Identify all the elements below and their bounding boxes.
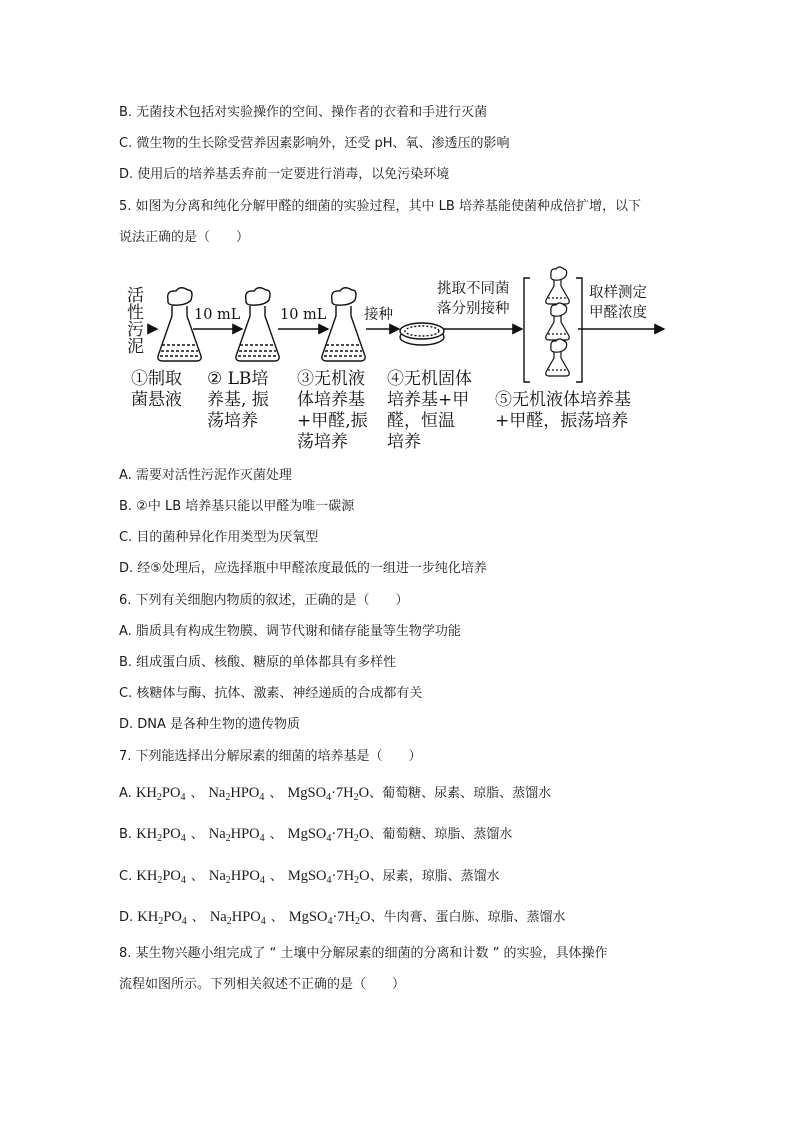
q4-option-b: B. 无菌技术包括对实验操作的空间、操作者的衣着和手进行灭菌	[119, 105, 488, 120]
arrow3-label: 接种	[364, 307, 393, 323]
chem-formula: $MgSO_4\cdot 7H_2O$	[287, 826, 370, 844]
step5-caption	[495, 390, 631, 432]
step1-line2: 菌悬液	[131, 390, 182, 410]
q4-option-c: C. 微生物的生长除受营养因素影响外，还受 pH、氧、渗透压的影响	[119, 136, 510, 151]
arrow5-label-line1: 取样测定	[589, 285, 647, 301]
q7-option-d	[119, 907, 566, 928]
option-rest: 、尿素，琼脂、蒸馏水	[369, 869, 500, 884]
right-bracket	[576, 278, 582, 382]
step5-line2: +甲醛，振荡培养	[495, 411, 629, 431]
salt-formulas: $KH_2PO_4$ 、 $Na_2HPO_4$ 、 $MgSO_4\cdot 7H_2O$	[135, 785, 370, 803]
chem-formula: $Na_2HPO_4$	[208, 785, 265, 803]
q6-option-b: B. 组成蛋白质、核酸、糖原的单体都具有多样性	[119, 655, 397, 670]
step5-line1: ⑤无机液体培养基	[495, 390, 631, 410]
step2-caption	[207, 369, 269, 432]
chem-formula: $KH_2PO_4$	[135, 785, 186, 803]
q5-option-d: D. 经⑤处理后，应选择瓶中甲醛浓度最低的一组进一步纯化培养	[119, 561, 487, 576]
option-letter: C.	[119, 869, 133, 884]
small-flask-middle	[546, 303, 569, 340]
step4-line1: ④无机固体	[387, 369, 472, 389]
q5-option-b: B. ②中 LB 培养基只能以甲醛为唯一碳源	[119, 499, 355, 514]
chem-formula: $KH_2PO_4$	[137, 909, 187, 927]
step4-caption	[387, 369, 472, 453]
q5-figure	[0, 0, 794, 470]
source-label: 活性污泥	[127, 286, 144, 357]
q5-stem-line1: 5. 如图为分离和纯化分解甲醛的细菌的实验过程，其中 LB 培养基能使菌种成倍扩增，以下	[119, 199, 641, 214]
step4-line3: 醛，恒温	[387, 411, 455, 431]
step2-line3: 荡培养	[207, 411, 258, 431]
chem-formula: $Na_2HPO_4$	[208, 826, 265, 844]
chem-formula: $Na_2HPO_4$	[208, 868, 265, 886]
arrow1-label: 10 mL	[194, 307, 241, 323]
q8-line1: 8. 某生物兴趣小组完成了 “ 土壤中分解尿素的细菌的分离和计数 ” 的实验，具体操作	[119, 946, 608, 961]
step3-line2: 体培养基	[297, 390, 365, 410]
arrow4-label-line2: 落分别接种	[437, 301, 510, 317]
q8-line2: 流程如图所示。下列相关叙述不正确的是（ ）	[119, 977, 406, 992]
q6-option-d: D. DNA 是各种生物的遗传物质	[119, 717, 301, 732]
salt-formulas: $KH_2PO_4$ 、 $Na_2HPO_4$ 、 $MgSO_4\cdot 7H_2O$	[136, 868, 370, 886]
q6-option-c: C. 核糖体与酶、抗体、激素、神经递质的合成都有关	[119, 686, 423, 701]
step3-caption	[297, 369, 368, 453]
step1-line1: ①制取	[131, 369, 182, 389]
q5-option-a: A. 需要对活性污泥作灭菌处理	[119, 468, 292, 483]
flask-2	[236, 288, 279, 361]
petri-dish	[400, 323, 444, 345]
step4-line4: 培养	[387, 432, 421, 452]
step3-line3: +甲醛,振	[297, 411, 368, 431]
q6-option-a: A. 脂质具有构成生物膜、调节代谢和储存能量等生物学功能	[119, 624, 461, 639]
q5-option-c: C. 目的菌种异化作用类型为厌氧型	[119, 530, 319, 545]
option-rest: 、葡萄糖、琼脂、蒸馏水	[369, 827, 513, 842]
step3-line4: 荡培养	[297, 432, 348, 452]
chem-formula: $MgSO_4\cdot 7H_2O$	[287, 868, 370, 886]
chem-formula: $Na_2HPO_4$	[209, 909, 266, 927]
option-rest: 、葡萄糖、尿素、琼脂、蒸馏水	[369, 786, 552, 801]
step2-line1: ② LB培	[207, 369, 269, 389]
flask-1	[158, 288, 201, 361]
chem-formula: $KH_2PO_4$	[136, 826, 186, 844]
q7-option-a	[119, 783, 551, 804]
q7-option-c	[119, 866, 500, 887]
chem-formula: $MgSO_4\cdot 7H_2O$	[288, 909, 371, 927]
flask-3	[322, 288, 365, 361]
q6-stem: 6. 下列有关细胞内物质的叙述，正确的是（ ）	[119, 593, 409, 608]
q5-stem-line2: 说法正确的是（ ）	[119, 230, 250, 245]
q7-option-b	[119, 824, 512, 845]
q4-option-d: D. 使用后的培养基丢弃前一定要进行消毒，以免污染环境	[119, 167, 450, 182]
small-flask-bottom	[546, 339, 569, 376]
option-letter: B.	[119, 827, 133, 842]
arrow5-label-line2: 甲醛浓度	[589, 305, 647, 321]
left-bracket	[524, 278, 530, 382]
option-letter: D.	[119, 910, 134, 925]
arrow4-label-line1: 挑取不同菌	[437, 281, 510, 297]
step1-caption	[131, 369, 182, 411]
option-rest: 、牛肉膏、蛋白胨、琼脂、蒸馏水	[370, 910, 566, 925]
option-letter: A.	[119, 786, 132, 801]
small-flask-top	[546, 267, 569, 304]
arrow2-label: 10 mL	[280, 307, 327, 323]
step2-line2: 养基, 振	[207, 390, 269, 410]
salt-formulas: $KH_2PO_4$ 、 $Na_2HPO_4$ 、 $MgSO_4\cdot 7H_2O$	[137, 909, 371, 927]
q7-stem: 7. 下列能选择出分解尿素的细菌的培养基是（ ）	[119, 749, 422, 764]
salt-formulas: $KH_2PO_4$ 、 $Na_2HPO_4$ 、 $MgSO_4\cdot 7H_2O$	[136, 826, 370, 844]
step3-line1: ③无机液	[297, 369, 365, 389]
chem-formula: $KH_2PO_4$	[136, 868, 186, 886]
step4-line2: 培养基+甲	[387, 390, 470, 410]
chem-formula: $MgSO_4\cdot 7H_2O$	[287, 785, 370, 803]
